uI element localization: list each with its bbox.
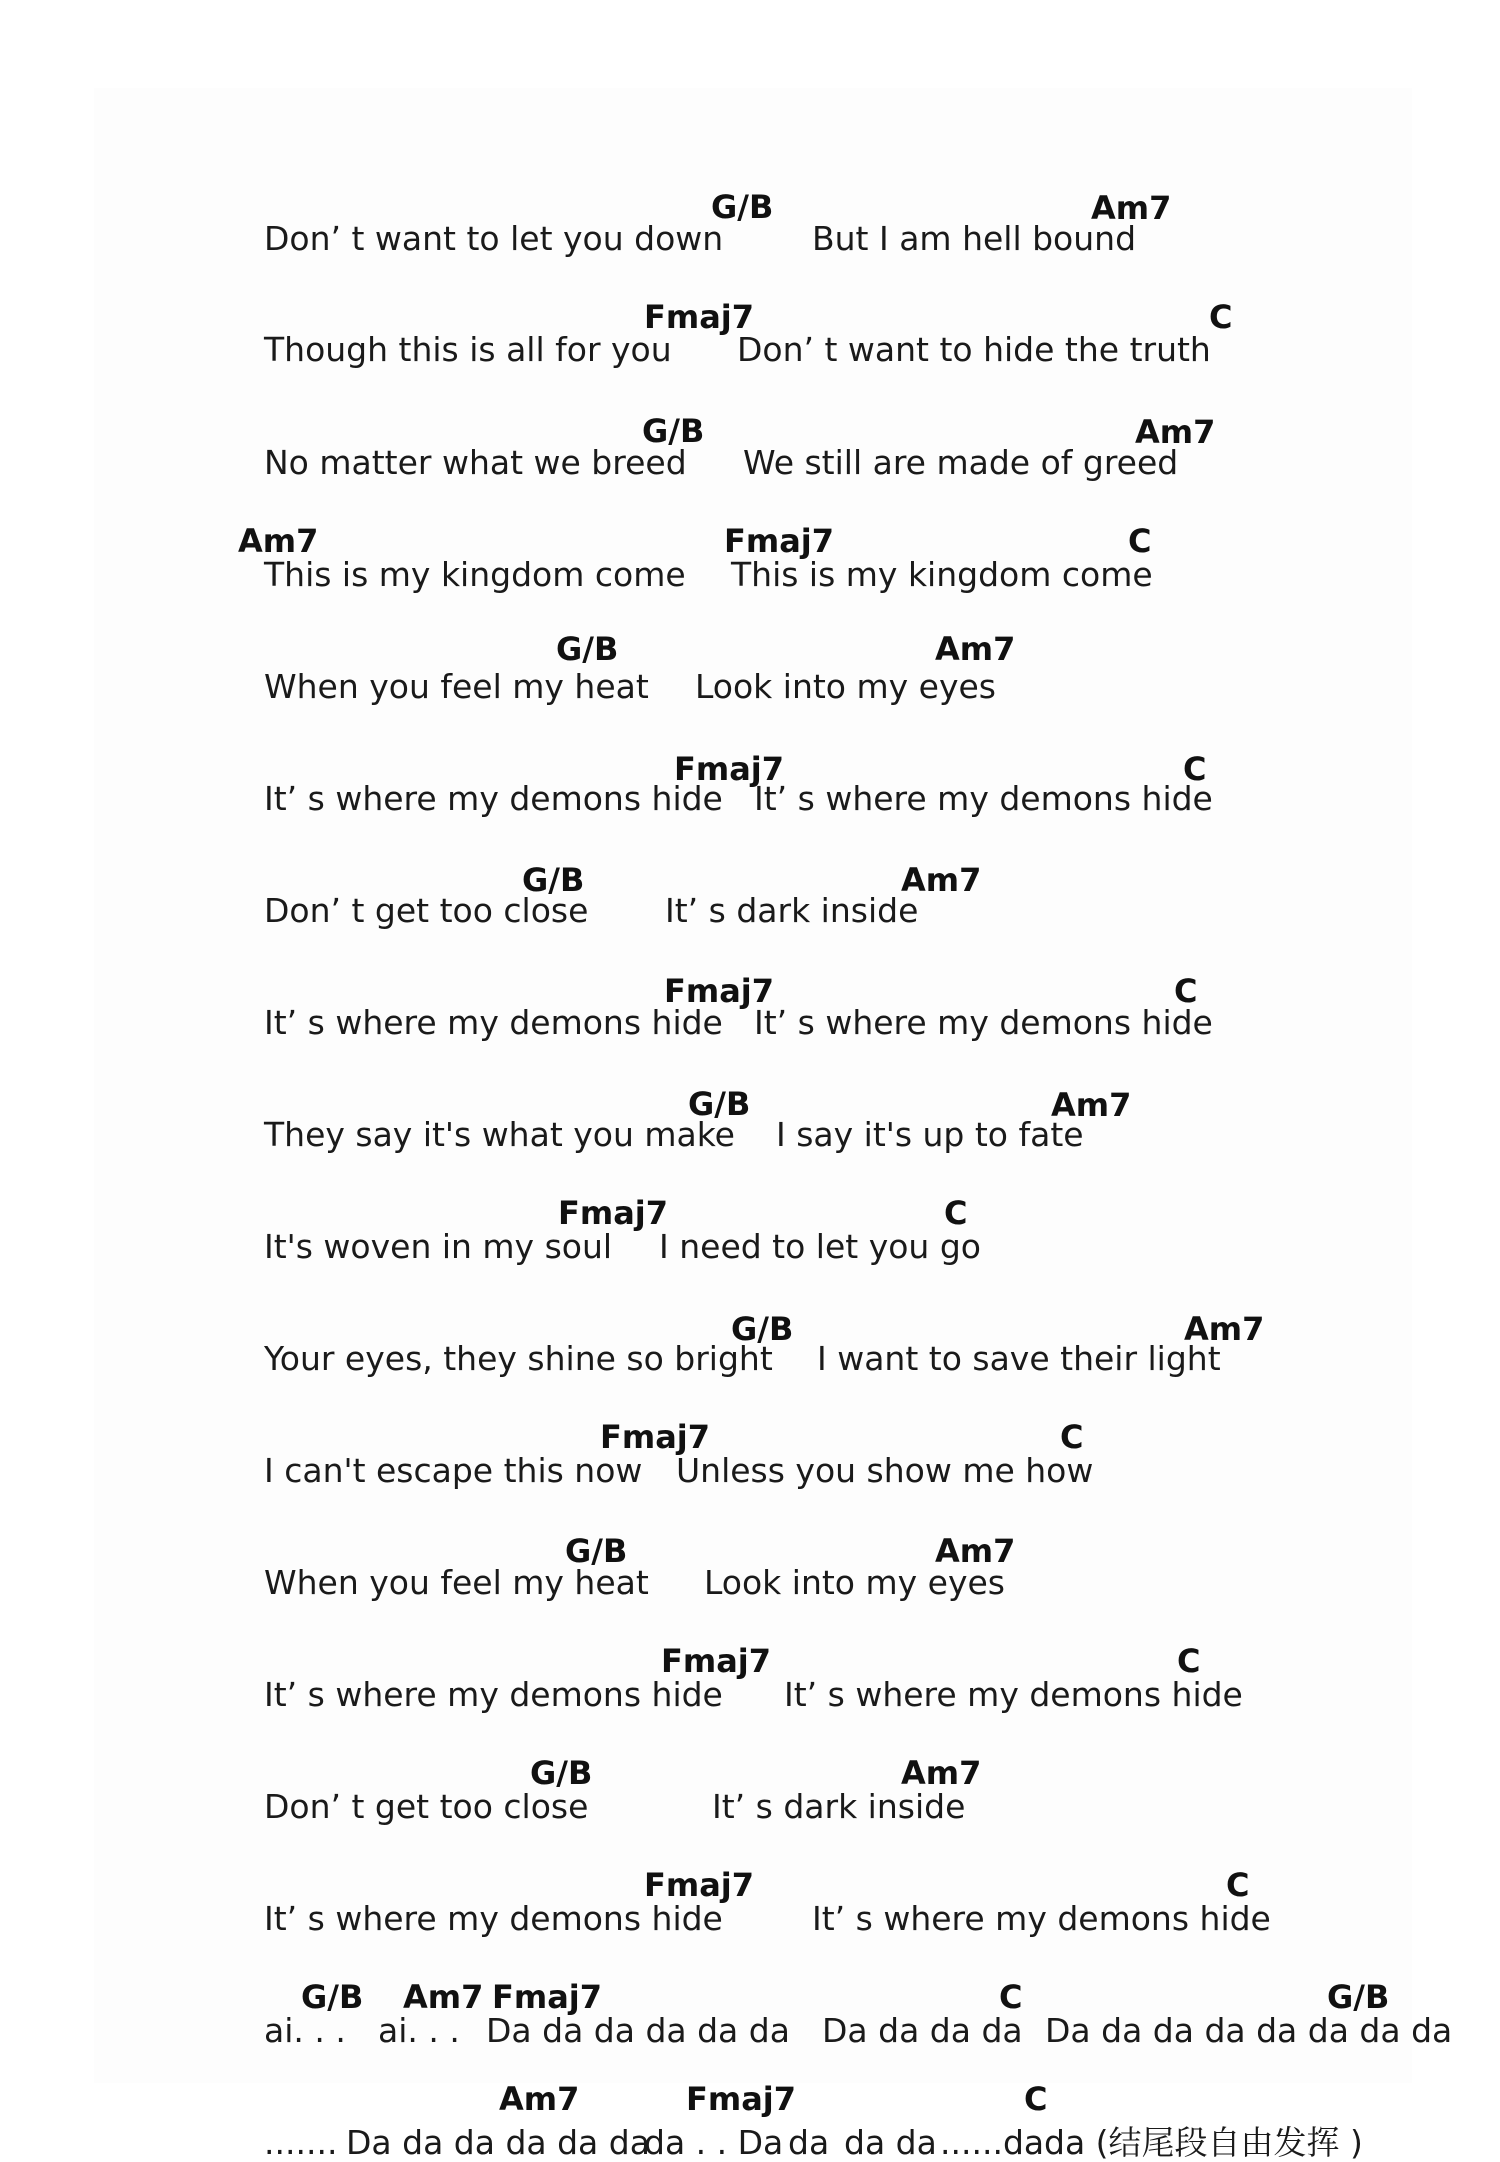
- chord: C: [1226, 1866, 1250, 1904]
- chord: C: [1177, 1642, 1201, 1680]
- chord: Fmaj7: [724, 522, 835, 560]
- chord: Am7: [935, 630, 1016, 668]
- lyric-text: It's woven in my soul: [264, 1227, 613, 1266]
- lyric-text: When you feel my heat: [264, 667, 649, 706]
- chord: Fmaj7: [558, 1194, 669, 1232]
- lyric-text: This is my kingdom come: [731, 555, 1153, 594]
- chord: Am7: [1184, 1310, 1265, 1348]
- chord: G/B: [711, 188, 774, 226]
- lyric-text: Da da da da: [822, 2011, 1023, 2050]
- lyric-text: It’ s where my demons hide: [264, 1675, 723, 1714]
- lyric-text: It’ s where my demons hide: [784, 1675, 1243, 1714]
- lyric-text: It’ s where my demons hide: [812, 1899, 1271, 1938]
- lyric-text: ai. . .: [378, 2011, 460, 2050]
- chord: Am7: [238, 522, 319, 560]
- lyric-text: Da da da da da da da da: [1045, 2011, 1453, 2050]
- chord: G/B: [731, 1310, 794, 1348]
- chord: Fmaj7: [644, 298, 755, 336]
- lyric-text: ai. . .: [264, 2011, 346, 2050]
- chord: Am7: [499, 2080, 580, 2118]
- chord: C: [1183, 750, 1207, 788]
- lyric-text: Da da da da da da: [486, 2011, 790, 2050]
- lyric-text: It’ s where my demons hide: [754, 779, 1213, 818]
- chord: C: [1209, 298, 1233, 336]
- lyric-text: It’ s where my demons hide: [754, 1003, 1213, 1042]
- chord: G/B: [565, 1532, 628, 1570]
- chord: Fmaj7: [661, 1642, 772, 1680]
- lyric-text: Da da da da da da: [346, 2123, 650, 2162]
- chord: Fmaj7: [664, 972, 775, 1010]
- lyric-text: No matter what we breed: [264, 443, 687, 482]
- lyric-text: Look into my eyes: [704, 1563, 1005, 1602]
- chord: C: [999, 1978, 1023, 2016]
- lyric-text: When you feel my heat: [264, 1563, 649, 1602]
- lyric-text: I want to save their light: [817, 1339, 1221, 1378]
- chord: G/B: [530, 1754, 593, 1792]
- chord: G/B: [642, 412, 705, 450]
- lyric-text: I need to let you go: [659, 1227, 981, 1266]
- lyric-text: It’ s where my demons hide: [264, 1003, 723, 1042]
- lyric-text: Don’ t get too close: [264, 891, 589, 930]
- lyric-text: It’ s where my demons hide: [264, 1899, 723, 1938]
- lyric-text: We still are made of greed: [743, 443, 1179, 482]
- lyric-text: They say it's what you make: [264, 1115, 735, 1154]
- chord: Am7: [1091, 189, 1172, 227]
- chord: Fmaj7: [492, 1978, 603, 2016]
- chord: Am7: [935, 1532, 1016, 1570]
- lyric-text: Unless you show me how: [676, 1451, 1094, 1490]
- chord: G/B: [556, 630, 619, 668]
- chord: Fmaj7: [644, 1866, 755, 1904]
- chord: C: [1060, 1418, 1084, 1456]
- lyric-text: I can't escape this now: [264, 1451, 643, 1490]
- lyric-text: ......da: [940, 2123, 1045, 2162]
- lyric-text: It’ s dark inside: [712, 1787, 966, 1826]
- lyric-text: da (结尾段自由发挥 ): [1044, 2123, 1363, 2162]
- lyric-text: da da: [844, 2123, 937, 2162]
- lyric-text: It’ s where my demons hide: [264, 779, 723, 818]
- lyric-text: But I am hell bound: [812, 219, 1137, 258]
- lyric-text: Don’ t want to hide the truth: [737, 330, 1211, 369]
- lyric-text: This is my kingdom come: [264, 555, 686, 594]
- lyric-text: Don’ t want to let you down: [264, 219, 724, 258]
- chord: Am7: [403, 1978, 484, 2016]
- lyric-text: It’ s dark inside: [665, 891, 919, 930]
- lyric-text: Though this is all for you: [264, 330, 672, 369]
- chord: Am7: [1135, 413, 1216, 451]
- chord: Am7: [901, 1754, 982, 1792]
- chord: C: [944, 1194, 968, 1232]
- chord: G/B: [688, 1085, 751, 1123]
- lyric-text: .......: [264, 2123, 338, 2162]
- lyrics-chord-sheet: [94, 88, 1453, 2162]
- chord: G/B: [1327, 1978, 1390, 2016]
- chord: G/B: [522, 861, 585, 899]
- lyric-text: Look into my eyes: [695, 667, 996, 706]
- chord: Fmaj7: [686, 2080, 797, 2118]
- chord: Fmaj7: [600, 1418, 711, 1456]
- chord: C: [1128, 522, 1152, 560]
- lyric-text: da: [788, 2123, 830, 2162]
- chord: C: [1174, 972, 1198, 1010]
- chord: C: [1024, 2080, 1048, 2118]
- lyric-text: Your eyes, they shine so bright: [264, 1339, 773, 1378]
- lyric-text: da . . Da: [644, 2123, 784, 2162]
- chord: G/B: [301, 1978, 364, 2016]
- lyric-text: Don’ t get too close: [264, 1787, 589, 1826]
- chord: Am7: [901, 861, 982, 899]
- chord: Fmaj7: [674, 750, 785, 788]
- chord: Am7: [1051, 1086, 1132, 1124]
- lyric-text: I say it's up to fate: [776, 1115, 1084, 1154]
